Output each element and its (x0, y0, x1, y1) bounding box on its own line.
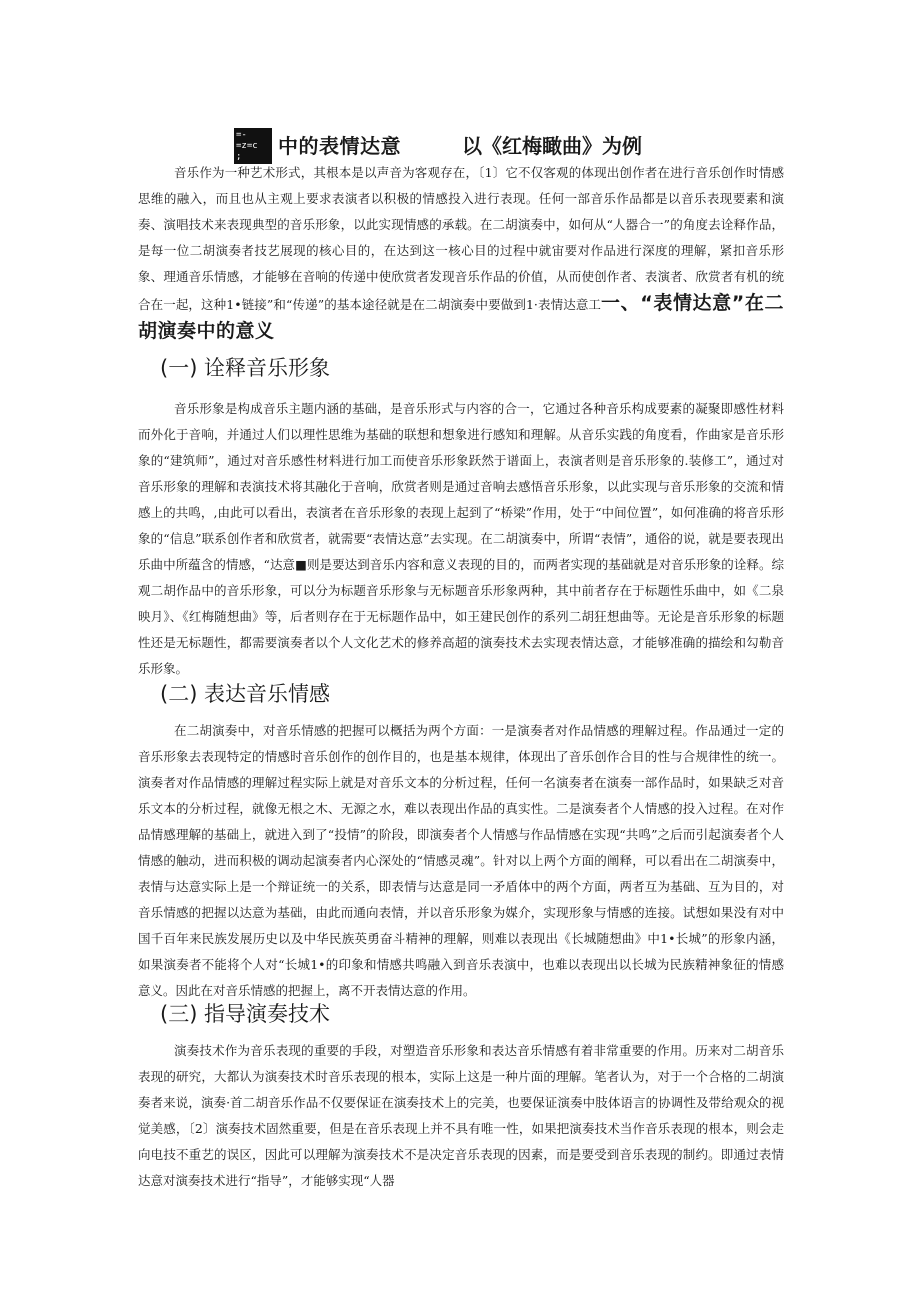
title-main: 中的表情达意 (278, 134, 401, 158)
title-subtitle: 以《红梅瞰曲》为例 (462, 134, 642, 158)
title-row (234, 128, 694, 162)
section-heading-3: (三) 指导演奏技术 (160, 1002, 331, 1026)
section-3-paragraph: 演奏技术作为音乐表现的重要的手段，对塑造音乐形象和表达音乐情感有着非常重要的作用。历来对二胡音乐表现的研究，大都认为演奏技术时音乐表现的根本，实际上这是一种片面的理解。笔者认为，对于一个合格的二胡演奏者来说，演奏·首二胡音乐作品不仅要保证在演奏技术上的完美，也要保证演奏中肢体语言的协调性及带给观众的视觉美感，〔2〕演奏技术固然重要，但是在音乐表现上并不具有唯一性，如果把演奏技术当作音乐表现的根本，则会走向电技不重艺的误区，因此可以理解为演奏技术不是决定音乐表现的因素，而是要受到音乐表现的制约。即通过表情达意对演奏技术进行“指导”，才能够实现“人器 (138, 1043, 784, 1188)
section-heading-main: 一、“表情达意”在二胡演奏中的意义 (138, 292, 784, 342)
section-heading-1: (一) 诠释音乐形象 (160, 356, 331, 380)
title-logo-block: =- =z=c ; (234, 128, 272, 164)
section-1-paragraph: 音乐形象是构成音乐主题内涵的基础，是音乐形式与内容的合一，它通过各种音乐构成要素的凝聚即感性材料而外化于音响，并通过人们以理性思维为基础的联想和想象进行感知和理解。从音乐实践的角度看，作曲家是音乐形象的“建筑师”，通过对音乐感性材料进行加工而使音乐形象跃然于谱面上，表演者则是音乐形象的.装修工”，通过对音乐形象的理解和表演技术将其融化于音响，欣赏者则是通过音响去感悟音乐形象，以此实现与音乐形象的交流和情感上的共鸣，,由此可以看出，表演者在音乐形象的表现上起到了“桥梁”作用，处于“中间位置”，如何准确的将音乐形象的“信息”联系创作者和欣赏者，就需要“表情达意”去实现。在二胡演奏中，所谓“表情”，通俗的说，就是要表现出乐曲中所蕴含的情感，“达意■则是要达到音乐内容和意义表现的目的，而两者实现的基础就是对音乐形象的诠释。综观二胡作品中的音乐形象，可以分为标题音乐形象与无标题音乐形象两种，其中前者存在于标题性乐曲中，如《二泉映月》、《红梅随想曲》等，后者则存在于无标题作品中，如王建民创作的系列二胡狂想曲等。无论是音乐形象的标题性还是无标题性，都需要演奏者以个人文化艺术的修养高超的演奏技术去实现表情达意，才能够准确的描绘和勾勒音乐形象。 (138, 401, 784, 676)
intro-paragraph (138, 160, 784, 346)
intro-text: 音乐作为一种艺术形式，其根本是以声音为客观存在，〔1〕它不仅客观的体现出创作者在进行音乐创作时情感思维的融入，而且也从主观上要求表演者以积极的情感投入进行表现。任何一部音乐作品都是以音乐表现要素和演奏、演唱技术来表现典型的音乐形象，以此实现情感的承载。在二胡演奏中，如何从“人器合一”的角度去诠释作品，是每一位二胡演奏者技艺展现的核心目的，在达到这一核心目的过程中就宙要对作品进行深度的理解，紧扣音乐形象、理通音乐情感，才能够在音响的传递中使欣赏者发现音乐作品的价值，从而使创作者、表演者、欣赏者有机的统合在一起，这种1•链接”和“传递”的基本途径就是在二胡演奏中要做到1·表情达意工 (138, 165, 784, 312)
section-2-paragraph: 在二胡演奏中，对音乐情感的把握可以概括为两个方面：一是演奏者对作品情感的理解过程。作品通过一定的音乐形象去表现特定的情感时音乐创作的创作目的，也是基本规律，体现出了音乐创作合目的性与合规律性的统一。演奏者对作品情感的理解过程实际上就是对音乐文本的分析过程，任何一名演奏者在演奏一部作品时，如果缺乏对音乐文本的分析过程，就像无根之木、无源之水，难以表现出作品的真实性。二是演奏者个人情感的投入过程。在对作品情感理解的基础上，就进入到了“投情”的阶段，即演奏者个人情感与作品情感在实现“共鸣”之后而引起演奏者个人情感的触动，进而积极的调动起演奏者内心深处的“情感灵魂”。针对以上两个方面的阐释，可以看出在二胡演奏中，表情与达意实际上是一个辩证统一的关系，即表情与达意是同一矛盾体中的两个方面，两者互为基础、互为目的，对音乐情感的把握以达意为基础，由此而通向表情，并以音乐形象为媒介，实现形象与情感的连接。试想如果没有对中国千百年来民族发展历史以及中华民族英勇奋斗精神的理解，则难以表现出《长城随想曲》中1•长城”的形象内涵，如果演奏者不能将个人对“长城1•的印象和情感共鸣融入到音乐表演中，也难以表现出以长城为民族精神象征的情感意义。因此在对音乐情感的把握上，离不开表情达意的作用。 (138, 723, 784, 998)
section-heading-2: (二) 表达音乐情感 (160, 682, 331, 706)
